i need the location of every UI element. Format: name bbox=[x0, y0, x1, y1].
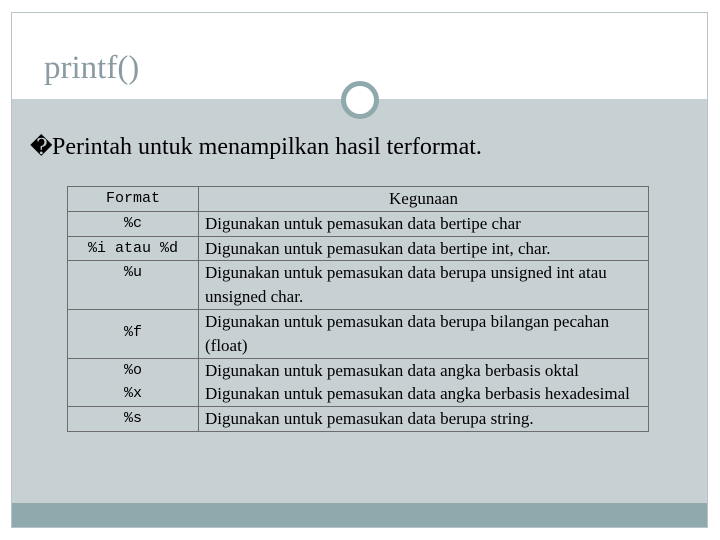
bullet-text: Perintah untuk menampilkan hasil terformat. bbox=[52, 134, 482, 160]
header-usage: Kegunaan bbox=[199, 187, 649, 212]
format-cell: %f bbox=[68, 309, 199, 358]
table-row bbox=[68, 309, 649, 358]
format-cell: %c bbox=[68, 211, 199, 236]
usage-cell: Digunakan untuk pemasukan data berupa string. bbox=[199, 407, 649, 432]
format-line: %o bbox=[123, 361, 142, 379]
format-line: %x bbox=[123, 385, 142, 403]
bullet-item bbox=[30, 134, 482, 161]
usage-cell: Digunakan untuk pemasukan data berupa unsigned int atau unsigned char. bbox=[199, 261, 649, 310]
slide-title: printf() bbox=[44, 50, 140, 86]
usage-cell: Digunakan untuk pemasukan data berupa bilangan pecahan (float) bbox=[199, 309, 649, 358]
format-cell: %i atau %d bbox=[68, 236, 199, 261]
format-table bbox=[67, 186, 649, 432]
format-cell: %u bbox=[68, 261, 199, 310]
table-header-row bbox=[68, 187, 649, 212]
table-row bbox=[68, 261, 649, 310]
usage-cell: Digunakan untuk pemasukan data bertipe int, char. bbox=[199, 236, 649, 261]
usage-cell: Digunakan untuk pemasukan data angka berbasis oktal Digunakan untuk pemasukan data angka berbasis hexadesimal bbox=[199, 358, 649, 407]
format-cell bbox=[68, 358, 199, 407]
ring-ornament-icon bbox=[341, 81, 379, 119]
header-format: Format bbox=[68, 187, 199, 212]
table-row bbox=[68, 358, 649, 407]
format-cell: %s bbox=[68, 407, 199, 432]
table-row bbox=[68, 211, 649, 236]
usage-cell: Digunakan untuk pemasukan data bertipe char bbox=[199, 211, 649, 236]
footer-bar bbox=[12, 503, 707, 527]
square-bullet-icon: � bbox=[30, 134, 53, 159]
table-row bbox=[68, 407, 649, 432]
table-row bbox=[68, 236, 649, 261]
